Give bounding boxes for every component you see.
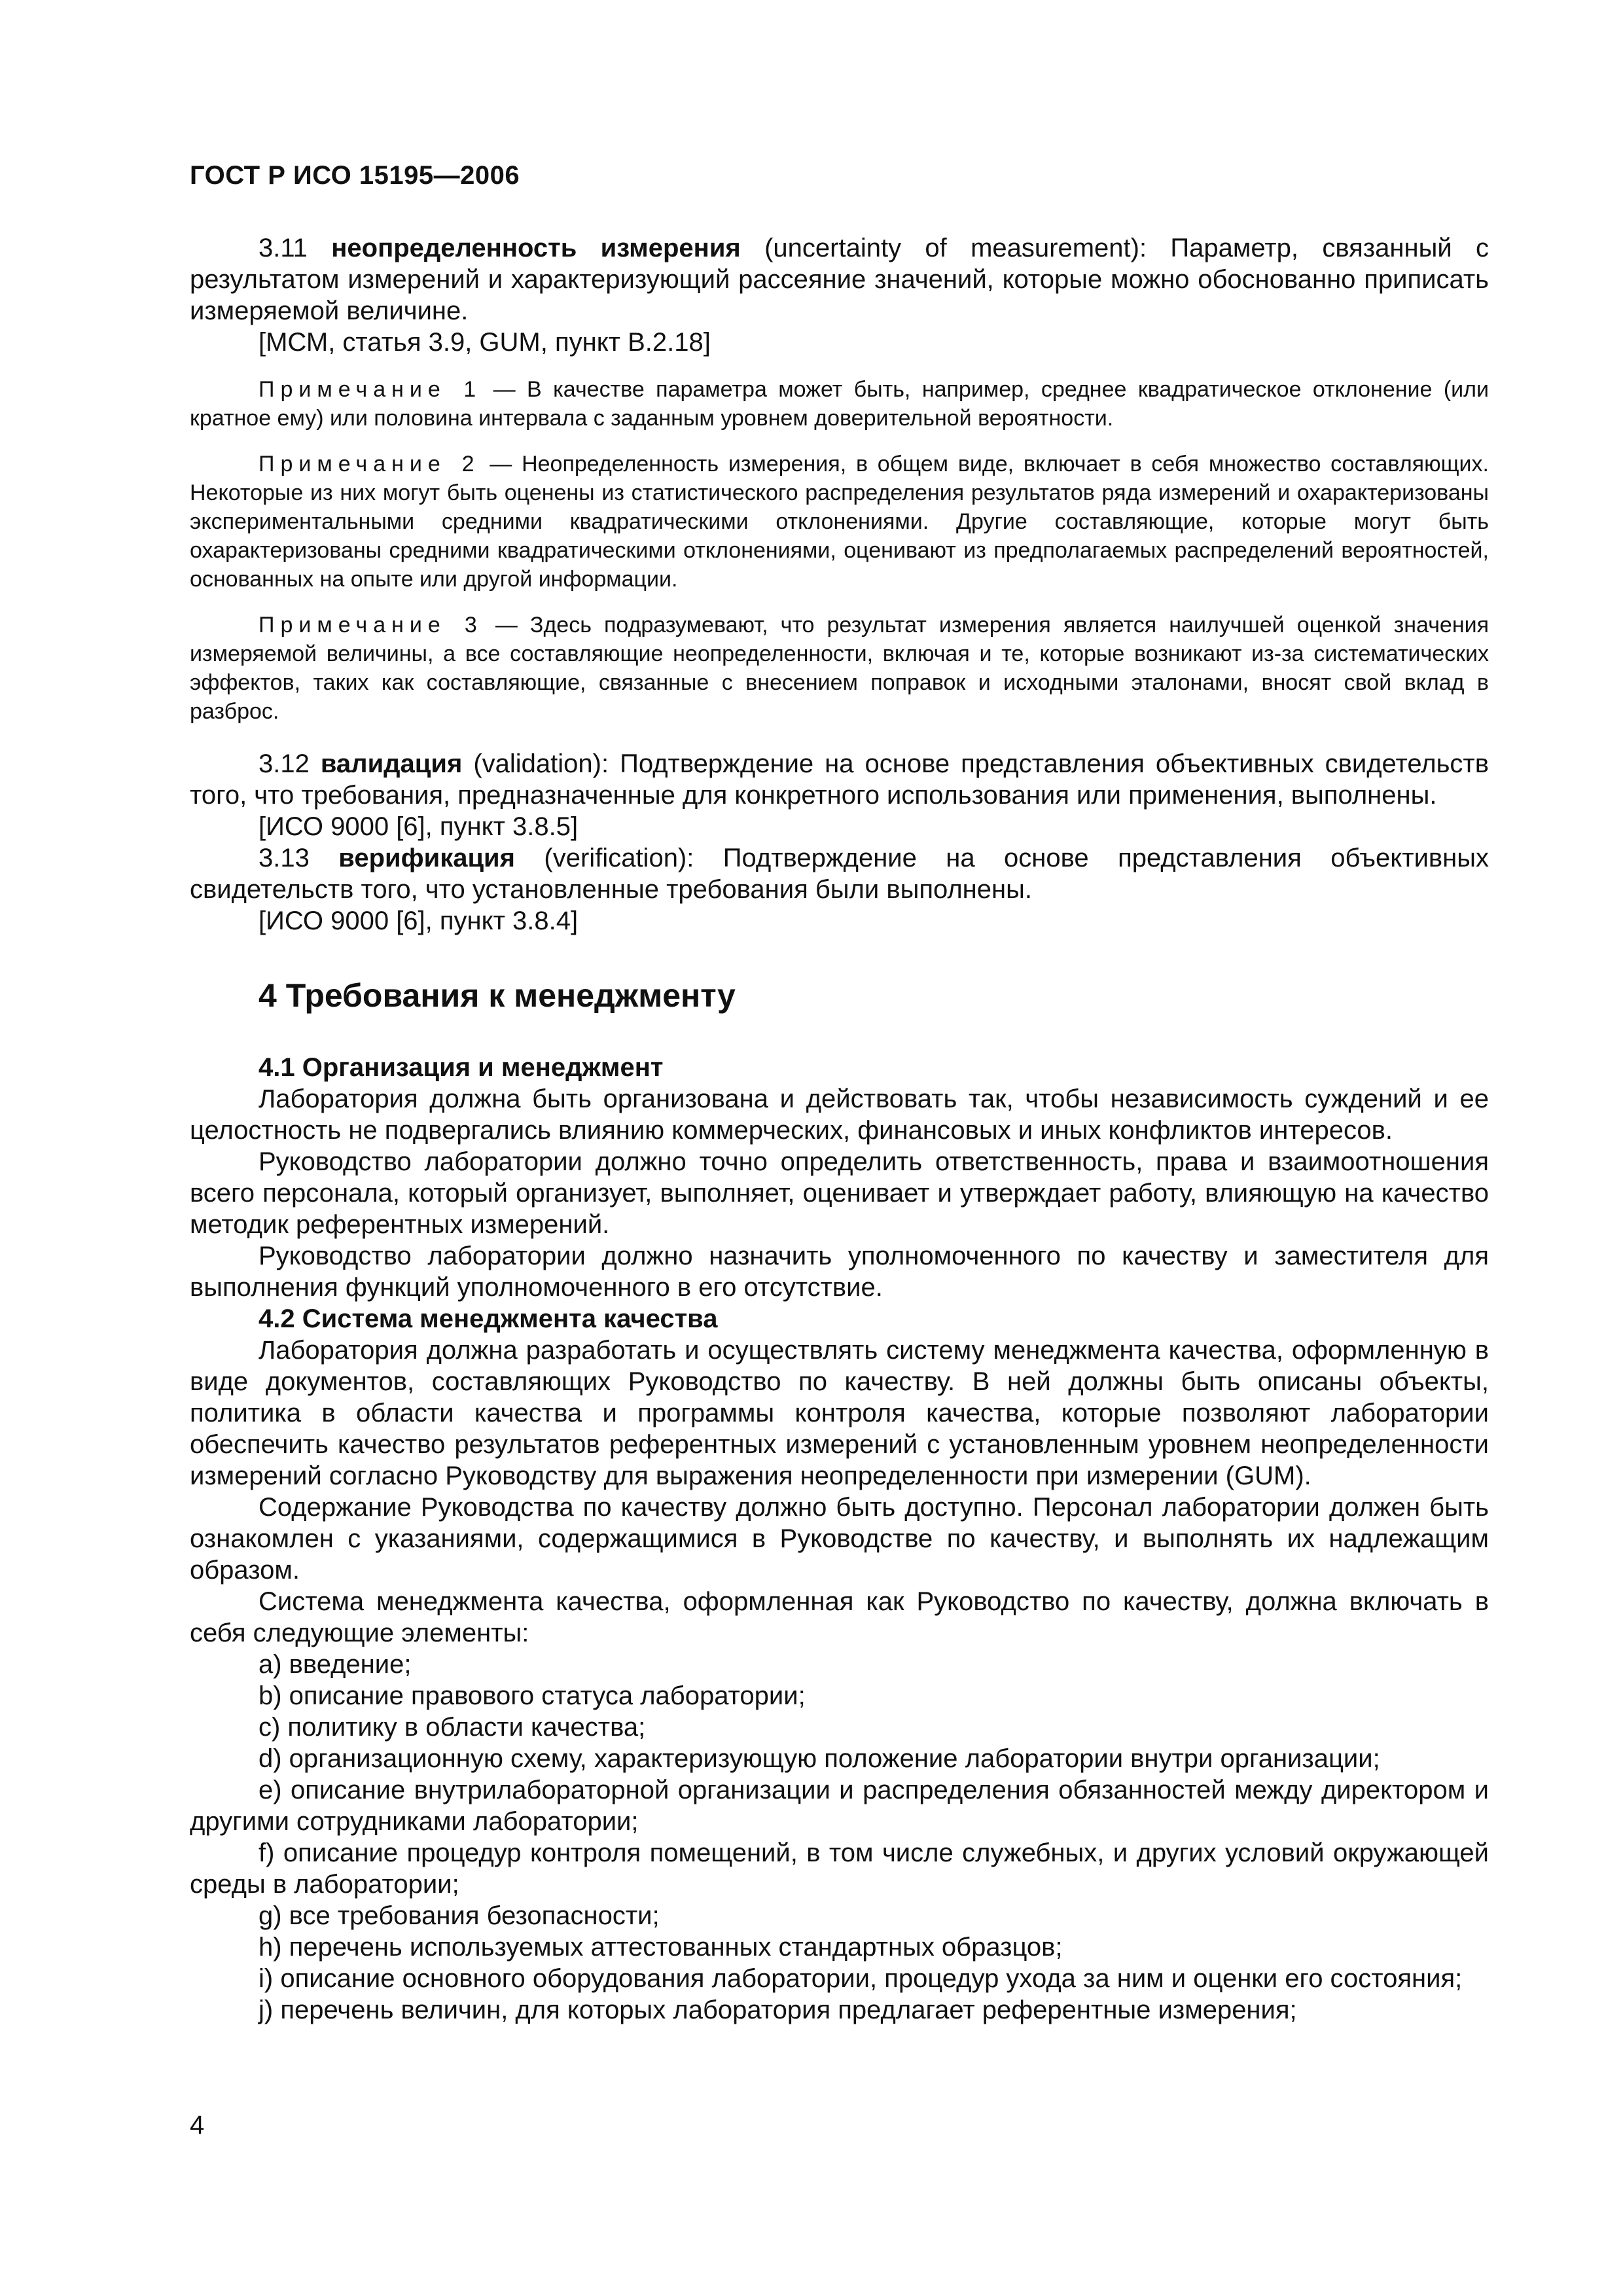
paragraph: Лаборатория должна разработать и осуществлять систему менеджмента качества, оформленную в виде документов, составляющих Руководство по качеству. В ней должны быть описаны объекты, политика в области качества и программы контроля качества, которые позволяют лаборатории обеспечить качество результатов референтных измерений с установленным уровнем неопределенности измерений согласно Руководству для выражения неопределенности при измерении (GUM).	[190, 1336, 1489, 1490]
note-label: Примечание 1	[259, 377, 482, 402]
page-content	[190, 232, 1489, 2026]
term-3-11	[190, 232, 1489, 327]
term-definition: (validation): Подтверждение на основе представления объективных свидетельств того, что требования, предназначенные для конкретного использования или применения, выполнены.	[190, 749, 1489, 810]
list-item: a) введение;	[259, 1650, 412, 1679]
list-item: e) описание внутрилабораторной организации и распределения обязанностей между директором и другими сотрудниками лаборатории;	[190, 1776, 1489, 1836]
term-3-12	[190, 748, 1489, 811]
paragraph: Система менеджмента качества, оформленная как Руководство по качеству, должна включать в себя следующие элементы:	[190, 1587, 1489, 1647]
list-item: i) описание основного оборудования лаборатории, процедур ухода за ним и оценки его состояния;	[259, 1964, 1463, 1993]
term-3-13	[190, 842, 1489, 905]
term-definition: (uncertainty of measurement): Параметр, связанный с результатом измерений и характеризующий рассеяние значений, которые можно обоснованно приписать измеряемой величине.	[190, 234, 1489, 325]
note-label: Примечание 3	[259, 613, 483, 637]
paragraph: Руководство лаборатории должно точно определить ответственность, права и взаимоотношения всего персонала, который организует, выполняет, оценивает и утверждает работу, влияющую на качество методик референтных измерений.	[190, 1147, 1489, 1239]
paragraph: Лаборатория должна быть организована и действовать так, чтобы независимость суждений и ее целостность не подвергались влиянию коммерческих, финансовых и иных конфликтов интересов.	[190, 1085, 1489, 1145]
list-item: j) перечень величин, для которых лаборатория предлагает референтные измерения;	[259, 1996, 1297, 2024]
requirements-list	[190, 1649, 1489, 2026]
list-item: f) описание процедур контроля помещений, в том числе служебных, и других условий окружающей среды в лаборатории;	[190, 1839, 1489, 1899]
note-label: Примечание 2	[259, 452, 480, 476]
paragraph: Содержание Руководства по качеству должно быть доступно. Персонал лаборатории должен быть ознакомлен с указаниями, содержащимися в Руководстве по качеству, и выполнять их надлежащим образом.	[190, 1493, 1489, 1585]
note-text: — Неопределенность измерения, в общем виде, включает в себя множество составляющих. Некоторые из них могут быть оценены из статистического распределения результатов ряда измерений и охарактеризованы экспериментальными средними квадратическими отклонениями. Другие составляющие, которые могут быть охарактеризованы средними квадратическими отклонениями, оценивают из предполагаемых распределений вероятностей, основанных на опыте или другой информации.	[190, 452, 1489, 592]
note-2	[190, 450, 1489, 594]
term-number: 3.11	[259, 234, 308, 262]
note-text: — Здесь подразумевают, что результат измерения является наилучшей оценкой значения измеряемой величины, а все составляющие неопределенности, включая и те, которые возникают из-за систематических эффектов, таких как составляющие, связанные с внесением поправок и исходными эталонами, вносят свой вклад в разброс.	[190, 613, 1489, 724]
list-item: d) организационную схему, характеризующую положение лаборатории внутри организации;	[259, 1744, 1380, 1773]
list-item: h) перечень используемых аттестованных стандартных образцов;	[259, 1933, 1063, 1962]
term-name: верификация	[338, 844, 515, 872]
section-4-1-heading: 4.1 Организация и менеджмент	[259, 1053, 664, 1082]
term-reference: [ИСО 9000 [6], пункт 3.8.4]	[259, 906, 579, 935]
section-4-2-heading: 4.2 Система менеджмента качества	[259, 1304, 718, 1333]
term-name: неопределенность измерения	[331, 234, 741, 262]
document-header: ГОСТ Р ИСО 15195—2006	[190, 161, 520, 190]
paragraph: Руководство лаборатории должно назначить уполномоченного по качеству и заместителя для выполнения функций уполномоченного в его отсутствие.	[190, 1242, 1489, 1302]
list-item: b) описание правового статуса лаборатории;	[259, 1681, 806, 1710]
term-number: 3.12	[259, 749, 310, 778]
section-4-heading: 4 Требования к менеджменту	[259, 977, 736, 1014]
term-number: 3.13	[259, 844, 310, 872]
note-text: — В качестве параметра может быть, например, среднее квадратическое отклонение (или кратное ему) или половина интервала с заданным уровнем доверительной вероятности.	[190, 377, 1489, 431]
list-item: g) все требования безопасности;	[259, 1901, 660, 1930]
term-name: валидация	[320, 749, 463, 778]
term-reference: [МСМ, статья 3.9, GUM, пункт В.2.18]	[259, 328, 711, 357]
note-3	[190, 611, 1489, 726]
note-1	[190, 375, 1489, 433]
term-definition: (verification): Подтверждение на основе представления объективных свидетельств того, что установленные требования были выполнены.	[190, 844, 1489, 904]
term-reference: [ИСО 9000 [6], пункт 3.8.5]	[259, 812, 579, 841]
list-item: c) политику в области качества;	[259, 1713, 646, 1742]
page-number: 4	[190, 2111, 205, 2140]
